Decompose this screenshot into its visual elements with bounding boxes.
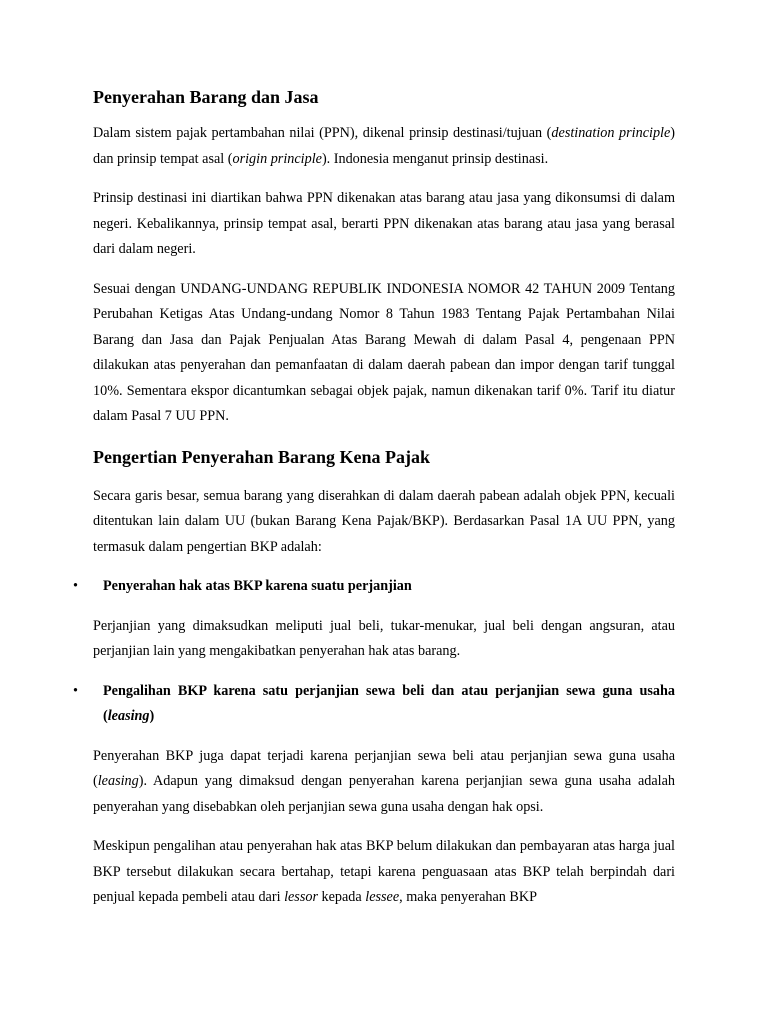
italic-term: leasing <box>97 773 139 789</box>
paragraph-pengalihan-bertahap <box>93 834 675 911</box>
section-heading-penyerahan: Penyerahan Barang dan Jasa <box>93 87 319 107</box>
italic-term: leasing <box>107 708 150 724</box>
bullet-item-pengalihan-bkp <box>73 679 675 730</box>
paragraph-perjanjian: Perjanjian yang dimaksudkan meliputi jual beli, tukar-menukar, jual beli dengan angsuran, atau perjanjian lain yang mengakibatkan penyerahan hak atas barang. <box>93 617 675 659</box>
bullet-text: Penyerahan hak atas BKP karena suatu perjanjian <box>103 578 412 594</box>
bullet-item-penyerahan-hak <box>73 574 675 600</box>
text-run: ). Adapun yang dimaksud dengan penyerahan karena perjanjian sewa guna usaha adalah penyerahan yang disebabkan oleh perjanjian sewa guna usaha dengan hak opsi. <box>93 773 675 815</box>
text-run: ) dan prinsip tempat asal ( <box>93 125 676 167</box>
document-body <box>73 84 676 925</box>
text-run: Meskipun pengalihan atau penyerahan hak atas BKP belum dilakukan dan pembayaran atas harga jual BKP tersebut dilakukan secara bertahap, tetapi karena penguasaan atas BKP telah berpindah dari penjual kepada pembeli atau dari <box>93 838 675 905</box>
text-run: , maka penyerahan BKP <box>399 889 538 905</box>
text-run: Dalam sistem pajak pertambahan nilai (PPN), dikenal prinsip destinasi/tujuan ( <box>93 125 552 141</box>
italic-term: origin principle <box>232 150 322 167</box>
paragraph-leasing <box>93 744 675 821</box>
text-run: Penyerahan BKP juga dapat terjadi karena perjanjian sewa beli atau perjanjian sewa guna usaha ( <box>93 747 675 789</box>
bullet-icon: • <box>73 682 78 699</box>
italic-term: destination principle <box>551 125 671 141</box>
paragraph-bkp-intro: Secara garis besar, semua barang yang diserahkan di dalam daerah pabean adalah objek PPN, kecuali ditentukan lain dalam UU (bukan Barang Kena Pajak/BKP). Berdasarkan Pasal 1A UU PPN, yang termasuk dalam pengertian BKP adalah: <box>93 487 675 555</box>
bullet-text: Pengalihan BKP karena satu perjanjian sewa beli dan atau perjanjian sewa guna usaha ( <box>103 682 675 724</box>
text-run: ). Indonesia menganut prinsip destinasi. <box>321 150 549 167</box>
paragraph-law-reference: Sesuai dengan UNDANG-UNDANG REPUBLIK INDONESIA NOMOR 42 TAHUN 2009 Tentang Perubahan Ketigas Atas Undang-undang Nomor 8 Tahun 1983 Tentang Pajak Pertambahan Nilai Barang dan Jasa dan Pajak Penjualan Atas Barang Mewah di dalam Pasal 4, pengenaan PPN dilakukan atas penyerahan dan pemanfaatan di dalam daerah pabean dan impor dengan tarif tunggal 10%. Sementara ekspor dicantumkan sebagai objek pajak, namun dikenakan tarif 0%. Tarif itu diatur dalam Pasal 7 UU PPN. <box>93 280 675 424</box>
italic-term: lessor <box>284 889 318 905</box>
bullet-icon: • <box>73 578 78 594</box>
section-heading-pengertian: Pengertian Penyerahan Barang Kena Pajak <box>93 446 430 467</box>
italic-term: lessee <box>365 889 400 905</box>
text-run: kepada <box>317 889 366 905</box>
paragraph-destination-meaning: Prinsip destinasi ini diartikan bahwa PPN dikenakan atas barang atau jasa yang dikonsumsi di dalam negeri. Kebalikannya, prinsip tempat asal, berarti PPN dikenakan atas barang atau jasa yang berasal dari dalam negeri. <box>93 190 675 257</box>
paragraph-destination-principle <box>93 121 675 172</box>
bullet-text: ) <box>149 708 155 724</box>
